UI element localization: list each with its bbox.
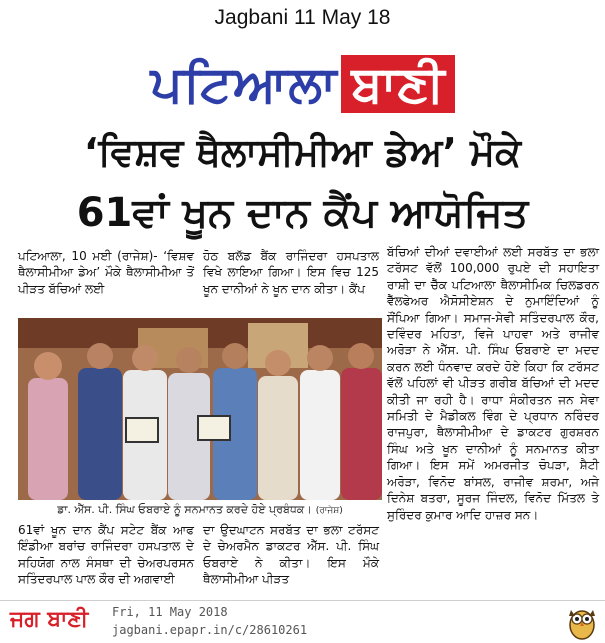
footer-url[interactable]: jagbani.epapr.in/c/28610261 [112, 623, 308, 637]
article-column-1-top: ਪਟਿਆਲਾ, 10 ਮਈ (ਰਾਜੇਸ਼)- ‘ਵਿਸ਼ਵ ਥੈਲਾਸੀਮੀਆ ਡੇਅ’ ਮੌਕੇ ਥੈਲਾਸੀਮੀਆ ਤੋਂ ਪੀੜਤ ਬੱਚਿਆਂ ਲਈ [18, 249, 194, 296]
masthead-brand: ਬਾਣੀ [341, 55, 454, 113]
news-photo [18, 318, 382, 500]
footer-logo: ਜਗ ਬਾਣੀ [10, 607, 89, 632]
headline-line-1: ‘ਵਿਸ਼ਵ ਥੈਲਾਸੀਮੀਆ ਡੇਅ’ ਮੌਕੇ [83, 130, 522, 174]
article-column-3: ਬੱਚਿਆਂ ਦੀਆਂ ਦਵਾਈਆਂ ਲਈ ਸਰਬੱਤ ਦਾ ਭਲਾ ਟਰੱਸਟ ਵੱਲੋਂ 100,000 ਰੁਪਏ ਦੀ ਸਹਾਇਤਾ ਰਾਸ਼ੀ ਦਾ ਚੈੱਕ ਪਟਿਆਲਾ ਥੈਲਾਸੀਮਿਕ ਚਿਲਡਰਨ ਵੈੱਲਫੇਅਰ ਐਸੋਸੀਏਸ਼ਨ ਦੇ ਨੁਮਾਇੰਦਿਆਂ ਨੂੰ ਸੌਂਪਿਆ ਗਿਆ। ਸਮਾਜ-ਸੇਵੀ ਸਤਿੰਦਰਪਾਲ ਕੌਰ, ਦਵਿੰਦਰ ਮਹਿਤਾ, ਵਿਜੇ ਪਾਹਵਾ ਅਤੇ ਰਾਜੀਵ ਅਰੋੜਾ ਨੇ ਐੱਸ. ਪੀ. ਸਿੰਘ ਓਬਰਾਏ ਦਾ ਮਦਦ ਕਰਨ ਲਈ ਧੰਨਵਾਦ ਕਰਦੇ ਹੋਏ ਕਿਹਾ ਕਿ ਟਰੱਸਟ ਵੱਲੋਂ ਪਹਿਲਾਂ ਵੀ ਪੀੜਤ ਗਰੀਬ ਬੱਚਿਆਂ ਦੀ ਮਦਦ ਕੀਤੀ ਜਾ ਰਹੀ ਹੈ। ਰਾਧਾ ਸੰਕੀਰਤਨ ਜਨ ਸੇਵਾ ਸਮਿਤੀ ਦੇ ਮੈਡੀਕਲ ਵਿੰਗ ਦੇ ਪ੍ਰਧਾਨ ਨਰਿੰਦਰ ਰਾਜਪੁਰਾ, ਥੈਲਾਸੀਮੀਆ ਦੇ ਡਾਕਟਰ ਗੁਰਸ਼ਰਨ ਸਿੰਘ ਅਤੇ ਖੂਨ ਦਾਨੀਆਂ ਨੂੰ ਸਨਮਾਨਤ ਕੀਤਾ ਗਿਆ। ਇਸ ਸਮੇਂ ਅਮਰਜੀਤ ਚੋਪੜਾ, ਸ਼ੈਟੀ ਅਰੋੜਾ, ਵਿਨੋਦ ਬਾਂਸਲ, ਰਾਜੀਵ ਸ਼ਰਮਾ, ਅਜੇ ਦਿਨੇਸ਼ ਬਤਰਾ, ਸੂਰਜ ਜਿੰਦਲ, ਵਿਨੋਦ ਮਿੱਤਲ ਤੇ ਸੁਰਿੰਦਰ ਕੁਮਾਰ ਆਦਿ ਹਾਜ਼ਰ ਸਨ। [387, 245, 599, 522]
headline-line-2: 61ਵਾਂ ਖੂਨ ਦਾਨ ਕੈਂਪ ਆਯੋਜਿਤ [76, 190, 529, 236]
caption-text: ਡਾ. ਐੱਸ. ਪੀ. ਸਿੰਘ ਓਬਰਾਏ ਨੂੰ ਸਨਮਾਨਤ ਕਰਦੇ ਹੋਏ ਪ੍ਰਬੰਧਕ। [57, 503, 312, 516]
article-column-1-bottom: 61ਵਾਂ ਖੂਨ ਦਾਨ ਕੈਂਪ ਸਟੇਟ ਬੈਂਕ ਆਫ ਇੰਡੀਆ ਬਰਾਂਚ ਰਾਜਿੰਦਰਾ ਹਸਪਤਾਲ ਦੇ ਸਹਿਯੋਗ ਨਾਲ ਸੰਸਥਾ ਦੀ ਚੇਅਰਪਰਸਨ ਸਤਿੰਦਰਪਾਲ ਪਾਲ ਕੌਰ ਦੀ ਅਗਵਾਈ [18, 523, 194, 587]
dateline: Jagbani 11 May 18 [214, 6, 391, 29]
article-column-2-top: ਹੋਠ ਬਲੱਡ ਬੈਂਕ ਰਾਜਿੰਦਰਾ ਹਸਪਤਾਲ ਵਿਖੇ ਲਾਇਆ ਗਿਆ। ਇਸ ਵਿਚ 125 ਖੂਨ ਦਾਨੀਆਂ ਨੇ ਖੂਨ ਦਾਨ ਕੀਤਾ। ਕੈਂਪ [203, 249, 379, 296]
photo-caption [18, 503, 382, 517]
footer-date: Fri, 11 May 2018 [112, 605, 228, 619]
caption-credit: (ਰਾਜੇਸ਼) [315, 506, 343, 516]
masthead [6, 55, 599, 113]
masthead-city: ਪਟਿਆਲਾ [150, 54, 338, 113]
article-column-2-bottom: ਦਾ ਉਦਘਾਟਨ ਸਰਬੱਤ ਦਾ ਭਲਾ ਟਰੱਸਟ ਦੇ ਚੇਅਰਮੈਨ ਡਾਕਟਰ ਐੱਸ. ਪੀ. ਸਿੰਘ ਓਬਰਾਏ ਨੇ ਕੀਤਾ। ਇਸ ਮੌਕੇ ਥੈਲਾਸੀਮੀਆ ਪੀੜਤ [203, 523, 379, 587]
owl-icon [567, 604, 597, 640]
footer-bar [0, 600, 605, 643]
